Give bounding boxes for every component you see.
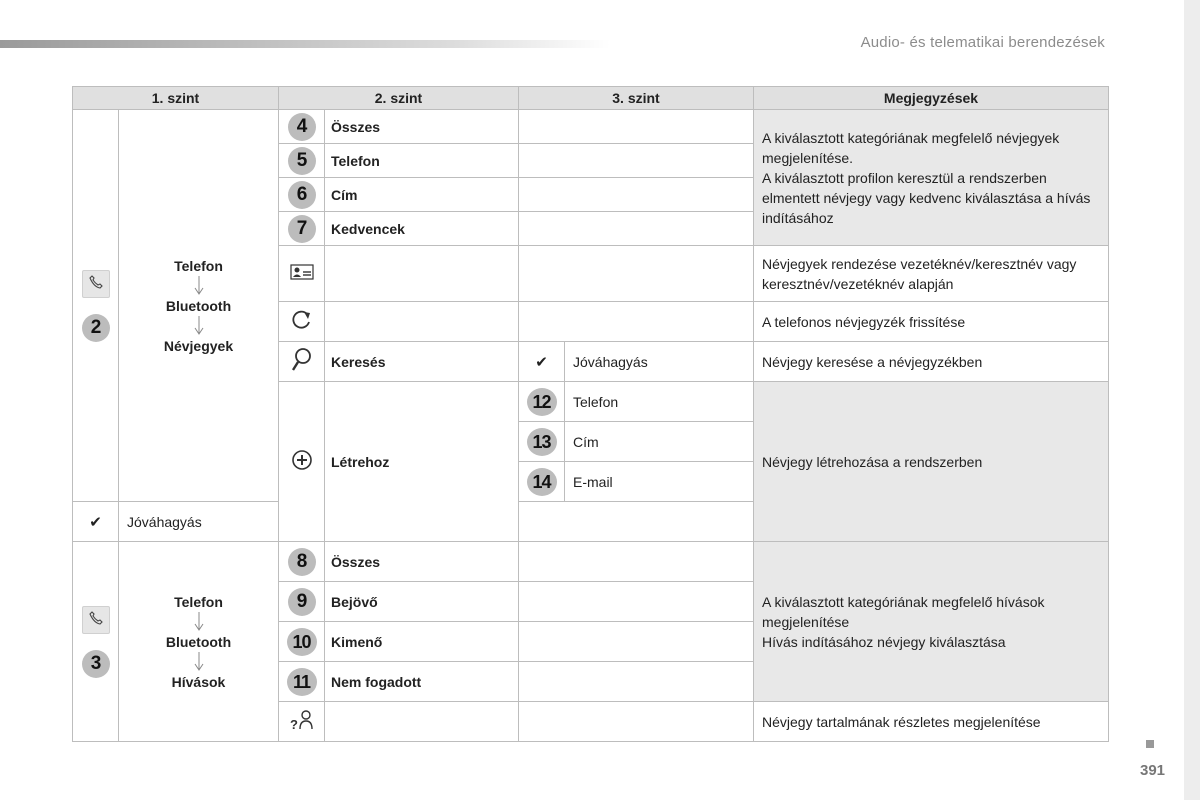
table-row [73,110,1109,144]
step-badge: 7 [288,215,316,243]
menu-item-osszes: Összes [325,110,519,144]
note-text: A kiválasztott kategóriának megfelelő hívások megjelenítése Hívás indításához névjegy kiválasztása [762,593,1045,650]
arrow-down-icon [119,652,278,672]
menu-item-kereses: Keresés [325,342,519,382]
note-create: Névjegy létrehozása a rendszerben [754,382,1109,542]
arrow-down-icon [119,276,278,296]
contact-card-icon [279,246,325,302]
page-marker [1146,740,1154,748]
header-decor-bar [0,40,610,48]
arrow-down-icon [119,612,278,632]
menu-item-bejovo: Bejövő [325,582,519,622]
page-edge-strip [1184,0,1200,800]
level1-icon-cell [73,542,119,742]
menu-item-kedvencek: Kedvencek [325,212,519,246]
path-bluetooth: Bluetooth [165,297,232,314]
step-badge: 10 [287,628,317,656]
header-level-3: 3. szint [519,87,754,110]
step-badge: 12 [527,388,557,416]
plus-circle-icon [279,382,325,542]
header-level-2: 2. szint [279,87,519,110]
header-notes: Megjegyzések [754,87,1109,110]
checkmark-icon: ✔ [89,513,102,531]
option-jovahagyas: Jóváhagyás [119,502,279,542]
step-badge: 4 [288,113,316,141]
step-badge: 6 [288,181,316,209]
option-cim: Cím [565,422,754,462]
step-badge: 5 [288,147,316,175]
refresh-icon [279,302,325,342]
note-cell [754,542,1109,702]
menu-item-osszes: Összes [325,542,519,582]
option-jovahagyas: Jóváhagyás [565,342,754,382]
option-telefon: Telefon [565,382,754,422]
contact-detail-icon [279,702,325,742]
path-bluetooth: Bluetooth [165,633,232,650]
page-header-title: Audio- és telematikai berendezések [860,34,1105,51]
menu-item-kimeno: Kimenő [325,622,519,662]
svg-text:?: ? [289,717,298,732]
note-text: A kiválasztott kategóriának megfelelő névjegyek megjelenítése. A kiválasztott profilon keresztül a rendszerben elmentett névjegy vagy kedvenc kiválasztása a hívás indításához [762,129,1091,226]
menu-item-telefon: Telefon [325,144,519,178]
menu-item-letrehoz: Létrehoz [325,382,519,542]
menu-item-cim: Cím [325,178,519,212]
table-header-row [73,87,1109,110]
arrow-down-icon [119,316,278,336]
phone-icon [82,606,110,634]
step-badge: 14 [527,468,557,496]
note-search: Névjegy keresése a névjegyzékben [754,342,1109,382]
level1-path-cell [119,110,279,502]
step-badge: 3 [82,650,110,678]
step-badge: 8 [288,548,316,576]
step-badge: 13 [527,428,557,456]
phone-icon [82,270,110,298]
note-cell [754,110,1109,246]
path-nevjegyek: Névjegyek [163,337,234,354]
level1-icon-cell [73,110,119,502]
step-badge: 11 [287,668,317,696]
search-icon [279,342,325,382]
menu-item-nem-fogadott: Nem fogadott [325,662,519,702]
level1-path-cell [119,542,279,742]
path-telefon: Telefon [174,593,223,610]
checkmark-icon: ✔ [535,353,548,371]
path-hivasok: Hívások [171,673,226,690]
header-level-1: 1. szint [73,87,279,110]
menu-table [72,86,1109,742]
note-sort: Névjegyek rendezése vezetéknév/keresztnév vagy keresztnév/vezetéknév alapján [754,246,1109,302]
step-badge: 9 [288,588,316,616]
note-detail: Névjegy tartalmának részletes megjelenítése [754,702,1109,742]
table-row [73,542,1109,582]
note-refresh: A telefonos névjegyzék frissítése [754,302,1109,342]
step-badge: 2 [82,314,110,342]
page-number: 391 [1140,762,1166,779]
option-email: E-mail [565,462,754,502]
path-telefon: Telefon [174,257,223,274]
